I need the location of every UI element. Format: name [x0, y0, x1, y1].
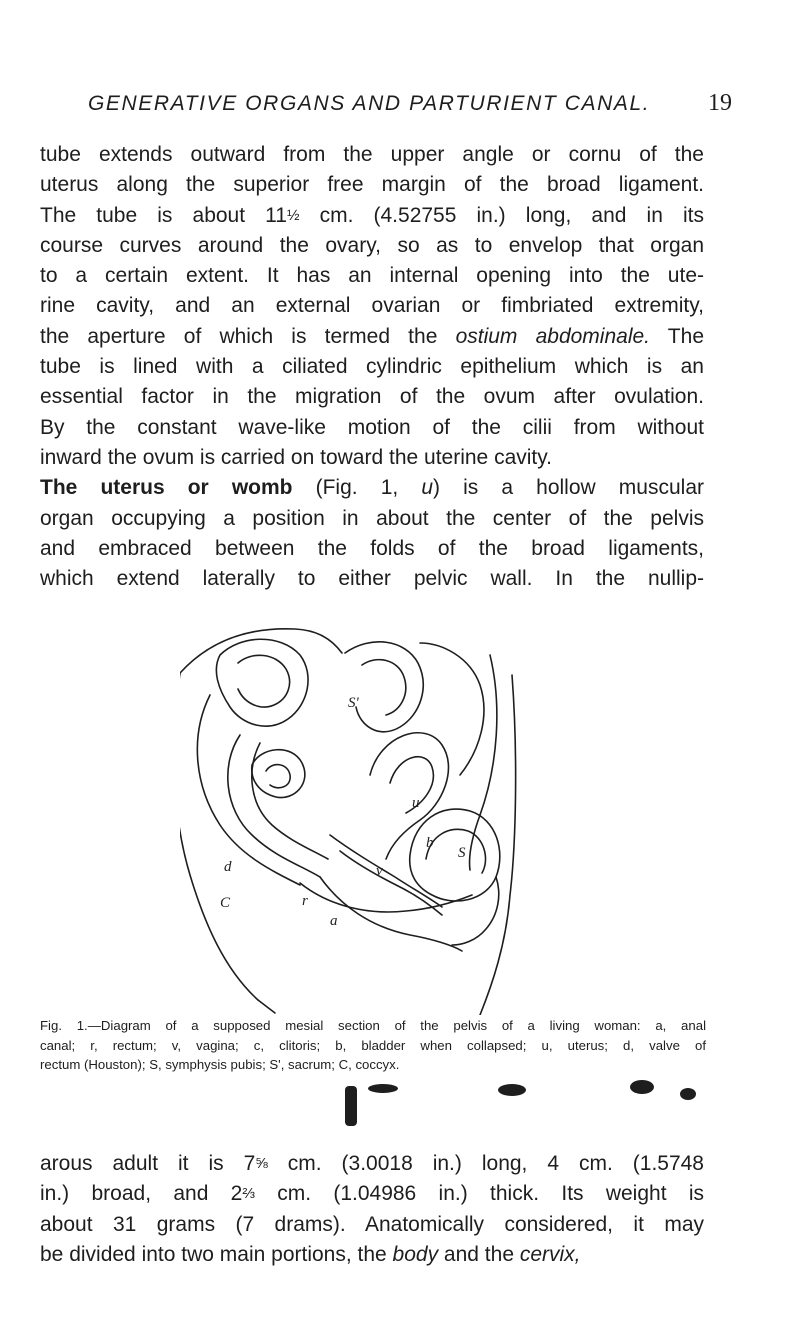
ink-blot: [345, 1086, 357, 1126]
text-run: The: [650, 324, 704, 348]
label-v: v: [376, 863, 383, 879]
label-S: S: [458, 845, 466, 861]
upper-bowel-inner: [362, 660, 406, 715]
text-line: [40, 473, 704, 503]
text-line: [40, 1149, 704, 1179]
running-title: GENERATIVE ORGANS AND PARTURIENT CANAL.: [88, 92, 651, 115]
label-u: u: [412, 795, 420, 811]
italic-term: ostium abdominale.: [455, 324, 651, 348]
text-line: uterus along the superior free margin of the broad ligament.: [40, 173, 704, 197]
bladder-inner: [426, 829, 486, 873]
figure-caption: [40, 1016, 706, 1075]
ink-blot: [680, 1088, 696, 1100]
ink-blot: [498, 1084, 526, 1096]
text-run: The tube is about 11: [40, 203, 287, 227]
bladder: [410, 809, 500, 901]
rectum-wall: [228, 735, 320, 877]
text-run: cm. (4.52755 in.) long, and in its: [299, 203, 704, 227]
vagina-inner: [340, 851, 442, 915]
running-header: [80, 92, 740, 124]
pelvis-section-diagram: [180, 615, 640, 1015]
italic-term: body: [392, 1242, 439, 1266]
front-line: [480, 675, 516, 1015]
fraction: ½: [286, 206, 300, 224]
caption-line: Fig. 1.—Diagram of a supposed mesial section of the pelvis of a living woman: a, anal: [40, 1018, 706, 1033]
text-line: rine cavity, and an external ovarian or fimbriated extremity,: [40, 294, 704, 318]
label-b: b: [426, 835, 434, 851]
upper-bowel: [345, 642, 423, 732]
text-run: (Fig. 1,: [292, 476, 422, 500]
text-run: ) is a hollow muscular: [433, 476, 704, 500]
text-run: and the: [438, 1242, 520, 1266]
tail-line: [258, 1000, 275, 1013]
label-C: C: [220, 895, 231, 911]
bold-lead: The uterus or womb: [40, 476, 293, 500]
ink-blot: [630, 1080, 654, 1094]
italic-label: u: [421, 476, 434, 500]
fraction: ⅔: [242, 1185, 255, 1203]
text-run: arous adult it is 7: [40, 1152, 256, 1175]
text-run: the aperture of which is termed the: [40, 324, 456, 348]
text-line: By the constant wave-like motion of the cilii from without: [40, 415, 704, 439]
spine-curve: [197, 695, 300, 885]
italic-term: cervix,: [519, 1242, 581, 1266]
text-line: which extend laterally to either pelvic wall. In the nullip-: [40, 567, 704, 591]
ink-blot: [368, 1084, 398, 1093]
text-line: [40, 1179, 704, 1209]
text-line: tube extends outward from the upper angle or cornu of the: [40, 143, 704, 166]
symphysis: [452, 877, 499, 945]
text-line: and embraced between the folds of the broad ligaments,: [40, 536, 704, 560]
label-r: r: [302, 893, 308, 909]
text-line: essential factor in the migration of the ovum after ovulation.: [40, 385, 704, 409]
text-line: [40, 1240, 704, 1270]
bowel-loops: [252, 750, 305, 798]
text-line: about 31 grams (7 drams). Anatomically considered, it may: [40, 1212, 704, 1236]
label-d: d: [224, 859, 232, 875]
fraction: ⅝: [255, 1155, 268, 1172]
text-run: be divided into two main portions, the: [40, 1242, 393, 1266]
text-run: cm. (3.0018 in.) long, 4 cm. (1.5748: [267, 1152, 704, 1175]
caption-line: rectum (Houston); S, symphysis pubis; S', sacrum; C, coccyx.: [40, 1057, 400, 1072]
text-run: in.) broad, and 2: [40, 1182, 243, 1206]
outer-contour: [180, 629, 342, 673]
text-run: cm. (1.04986 in.) thick. Its weight is: [254, 1182, 705, 1206]
text-line: inward the ovum is carried on toward the uterine cavity.: [40, 445, 553, 469]
rectum-inner: [252, 743, 328, 859]
text-line: tube is lined with a ciliated cylindric epithelium which is an: [40, 355, 704, 379]
sacrum-outline: [216, 639, 308, 726]
body-paragraph-1: [40, 140, 704, 594]
abdominal-wall: [469, 655, 496, 870]
text-line: organ occupying a position in about the center of the pelvis: [40, 506, 704, 530]
page-number: 19: [708, 90, 732, 116]
right-contour: [420, 643, 484, 775]
sacrum-inner: [238, 655, 290, 707]
text-line: course curves around the ovary, so as to envelop that organ: [40, 233, 704, 257]
uterus: [370, 733, 448, 859]
text-line: to a certain extent. It has an internal opening into the ute-: [40, 264, 704, 288]
body-paragraph-3: [40, 1149, 704, 1270]
text-line: [40, 322, 704, 352]
caption-line: canal; r, rectum; v, vagina; c, clitoris; b, bladder when collapsed; u, uterus; d, valve of: [40, 1037, 706, 1053]
label-S-prime: S': [348, 695, 359, 711]
pelvic-floor: [300, 883, 472, 912]
label-a: a: [330, 913, 338, 929]
text-line: [40, 201, 704, 231]
